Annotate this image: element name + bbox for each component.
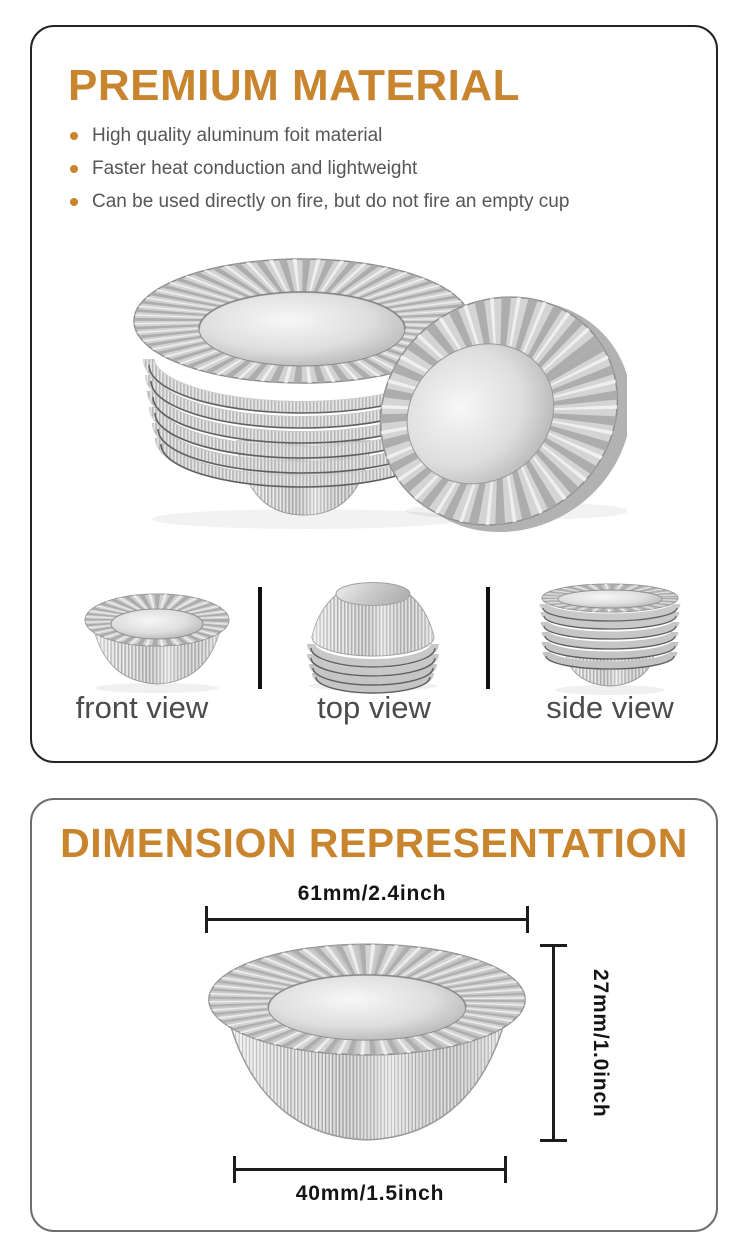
bullet-dot-icon xyxy=(70,165,78,173)
base-diameter-measure-line xyxy=(233,1168,507,1171)
side-view-image xyxy=(530,578,692,696)
feature-bullet-text: Can be used directly on fire, but do not fire an empty cup xyxy=(92,190,570,212)
feature-bullet xyxy=(70,152,569,185)
view-divider xyxy=(486,587,490,689)
dimension-panel xyxy=(30,798,718,1232)
premium-material-panel xyxy=(30,25,718,763)
feature-bullet-list xyxy=(70,119,569,218)
top-diameter-measure-line xyxy=(205,918,529,921)
bullet-dot-icon xyxy=(70,132,78,140)
bullet-dot-icon xyxy=(70,198,78,206)
top-view-image xyxy=(288,574,458,694)
front-view-image xyxy=(72,582,242,694)
top-diameter-label: 61mm/2.4inch xyxy=(297,882,447,905)
front-view-label: front view xyxy=(75,690,209,725)
height-measure-line xyxy=(552,944,555,1142)
feature-bullet-text: Faster heat conduction and lightweight xyxy=(92,157,418,179)
side-view-label: side view xyxy=(546,690,674,725)
view-divider xyxy=(258,587,262,689)
base-diameter-label: 40mm/1.5inch xyxy=(295,1182,445,1205)
top-view-label: top view xyxy=(317,690,431,725)
product-photo xyxy=(117,241,627,543)
feature-bullet-text: High quality aluminum foit material xyxy=(92,124,383,146)
dimension-cup-image xyxy=(204,936,530,1162)
height-label: 27mm/1.0inch xyxy=(589,968,612,1118)
dimension-title: DIMENSION REPRESENTATION xyxy=(60,820,688,866)
premium-material-title: PREMIUM MATERIAL xyxy=(68,61,521,110)
feature-bullet xyxy=(70,185,569,218)
feature-bullet xyxy=(70,119,569,152)
